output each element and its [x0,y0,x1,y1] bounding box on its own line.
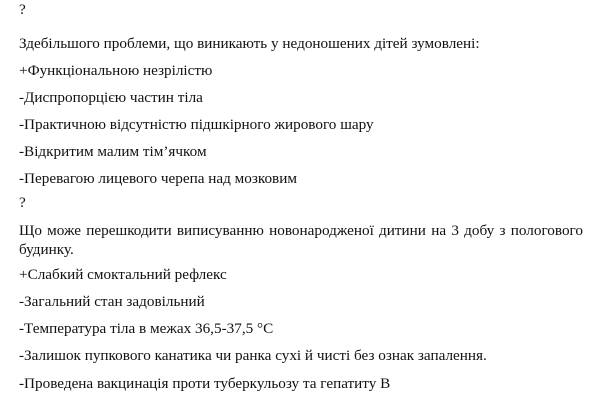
answer-option: +Функціональною незрілістю [19,62,213,79]
answer-option: -Практичною відсутністю підшкірного жирового шару [19,116,374,133]
answer-option: -Температура тіла в межах 36,5-37,5 °С [19,320,274,337]
answer-option: -Проведена вакцинація проти туберкульозу та гепатиту В [19,375,391,392]
answer-option: +Слабкий смоктальний рефлекс [19,266,227,283]
answer-option: -Відкритим малим тім’ячком [19,143,207,160]
answer-option: -Залишок пупкового канатика чи ранка сухі й чисті без ознак запалення. [19,347,487,364]
question-text: Що може перешкодити виписуванню новонародженої дитини на 3 добу з пологового будинку. [19,222,583,258]
answer-option: -Перевагою лицевого черепа над мозковим [19,170,297,187]
question-marker: ? [19,1,26,18]
answer-option: -Загальний стан задовільний [19,293,205,310]
answer-option: -Диспропорцією частин тіла [19,89,203,106]
question-marker: ? [19,194,26,211]
question-text: Здебільшого проблеми, що виникають у недоношених дітей зумовлені: [19,35,480,52]
